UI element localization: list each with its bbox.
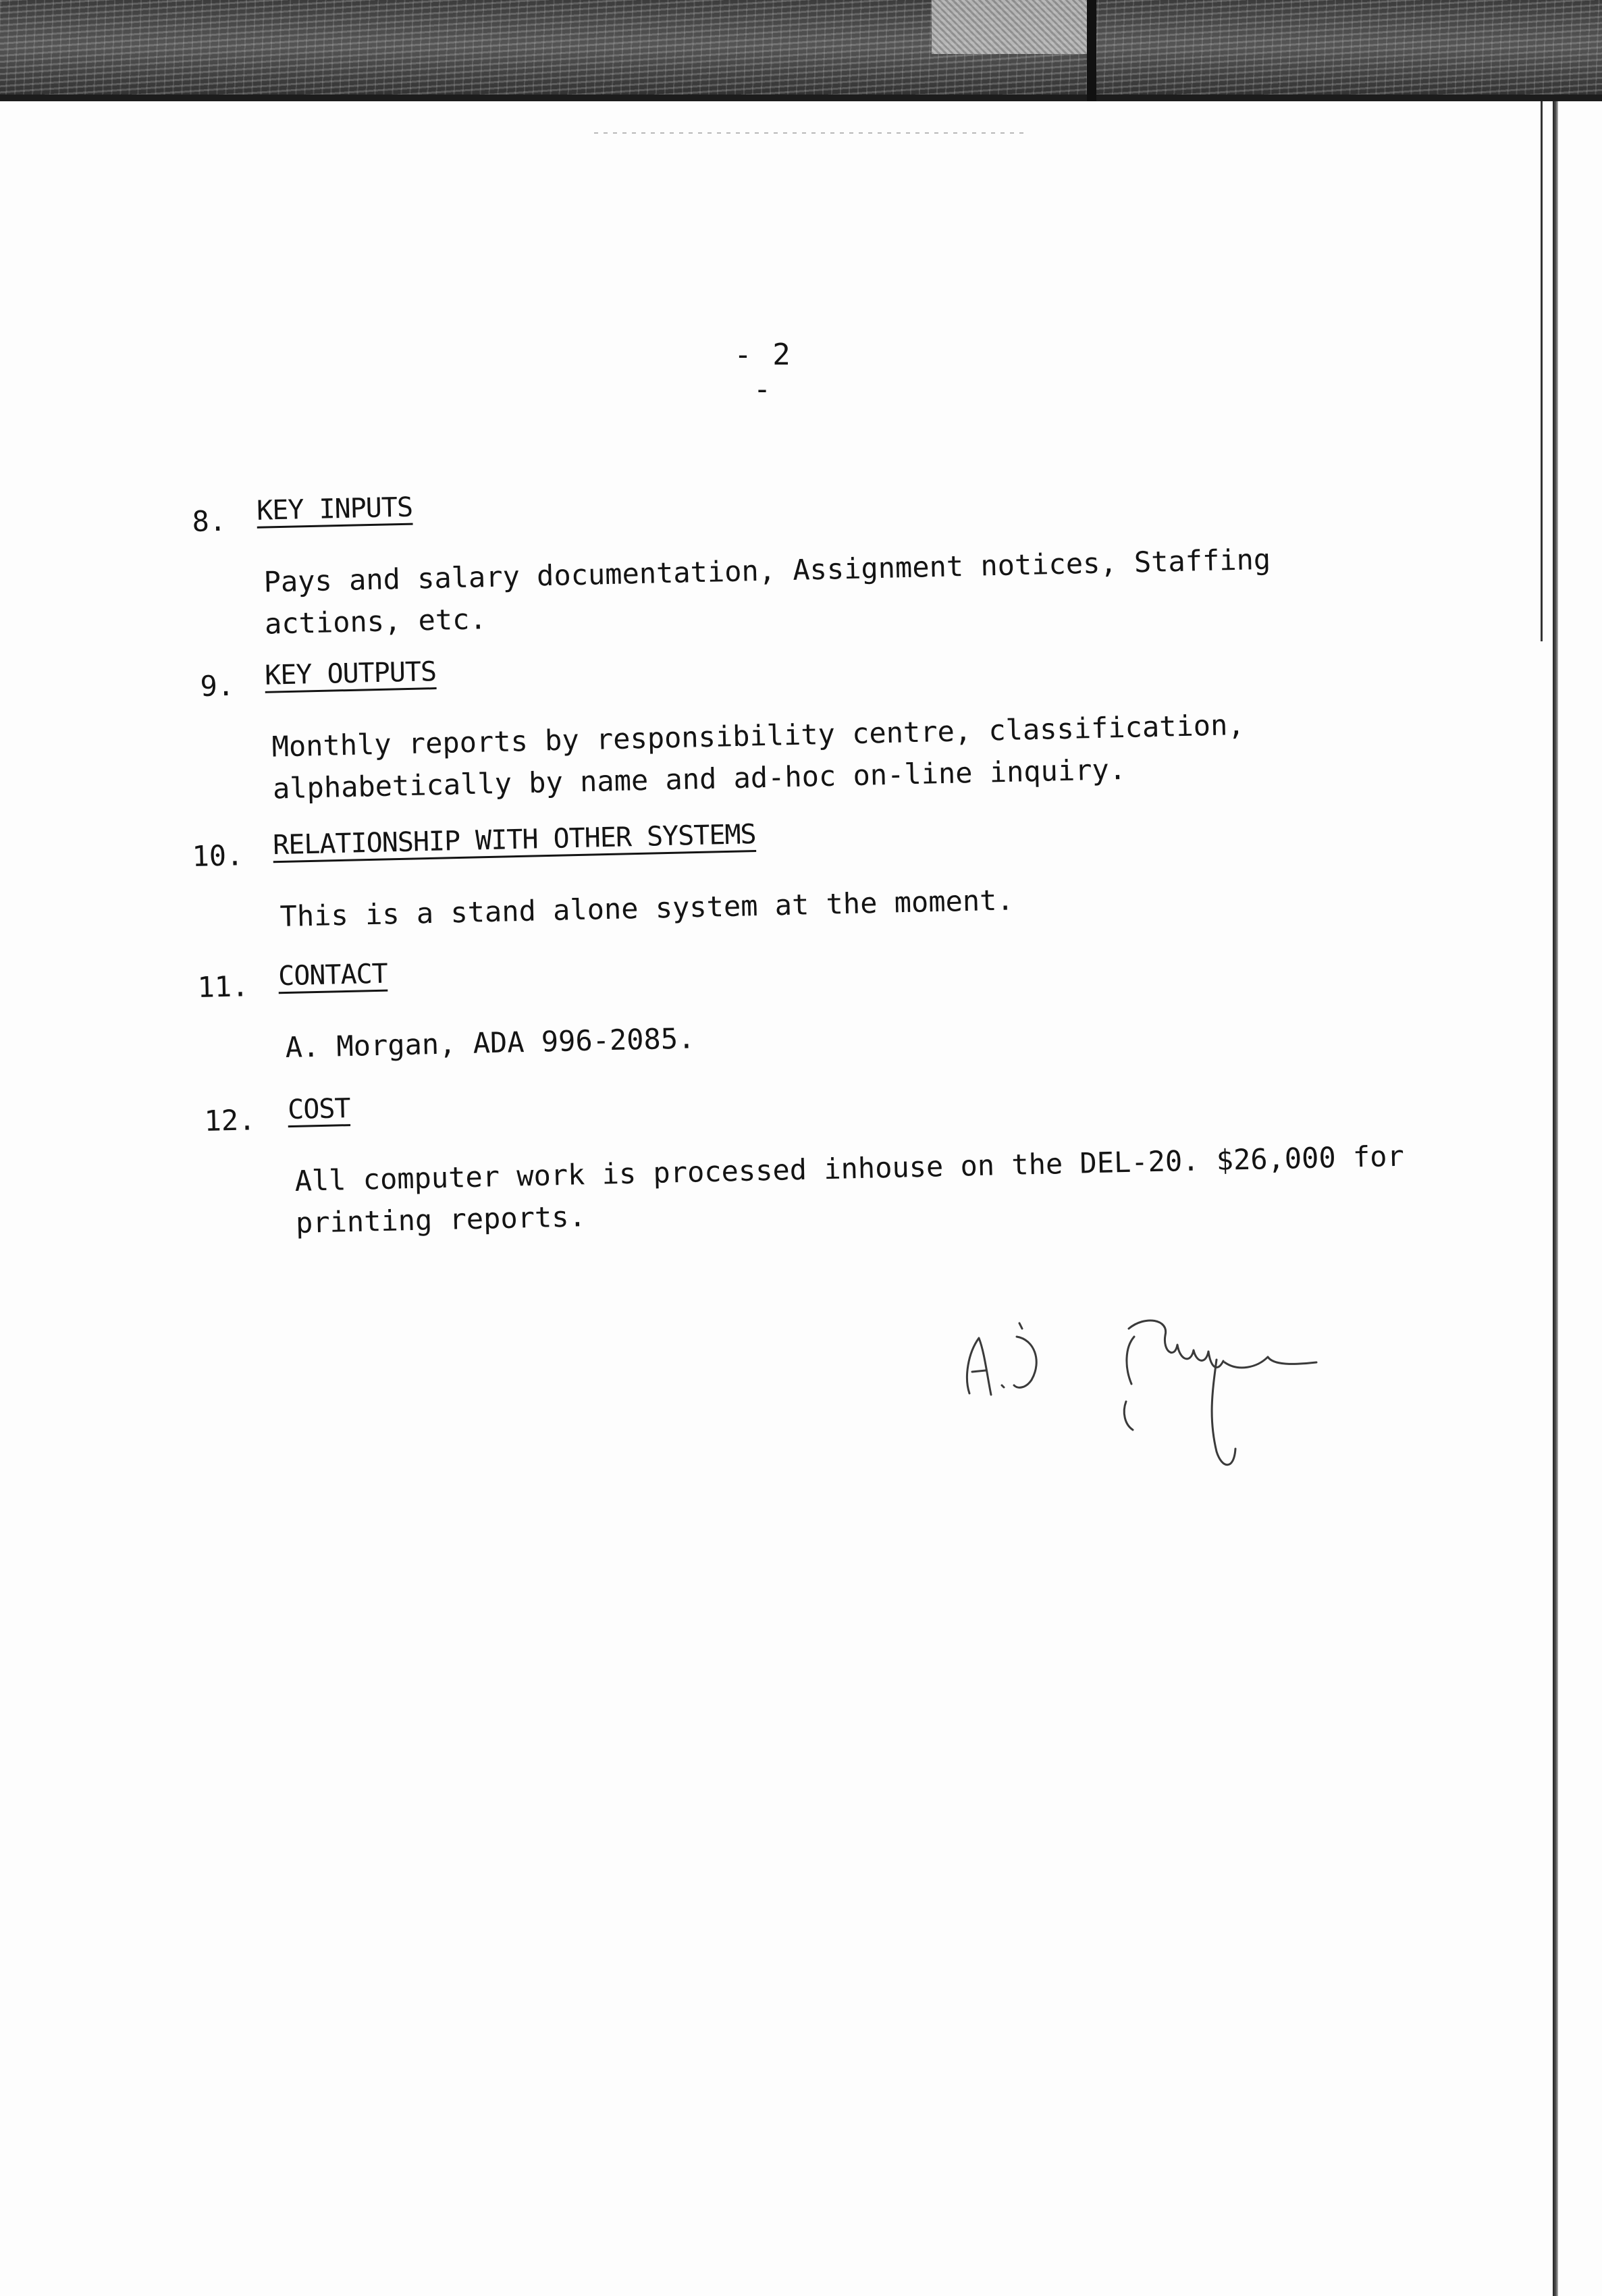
section-number: 8. <box>192 504 227 538</box>
section-body <box>279 869 1468 938</box>
scan-noise-patch <box>932 0 1087 54</box>
scan-dark-strip <box>1087 0 1096 101</box>
section-number: 10. <box>192 838 244 873</box>
section-key-inputs <box>192 477 1407 641</box>
section-heading: KEY INPUTS <box>256 491 413 527</box>
section-heading: KEY OUTPUTS <box>264 656 437 691</box>
body-line: Pays and salary documentation, Assignment notices, Staffing <box>263 542 1271 599</box>
body-line: A. Morgan, ADA 996-2085. <box>285 1021 695 1065</box>
section-relationship <box>192 812 1407 934</box>
body-line: Monthly reports by responsibility centre, classification, <box>271 708 1246 764</box>
body-line: printing reports. <box>295 1200 587 1239</box>
section-body <box>294 1133 1484 1244</box>
body-line: alphabetically by name and ad-hoc on-line inquiry. <box>272 752 1127 805</box>
section-cost <box>204 1077 1419 1239</box>
signature-label: A. D. Morgan <box>952 1492 957 1493</box>
body-line: actions, etc. <box>264 602 487 641</box>
section-heading: CONTACT <box>277 958 388 992</box>
faint-header-rule <box>594 132 1026 134</box>
section-body <box>271 699 1461 810</box>
section-number: 9. <box>200 668 235 703</box>
section-number: 12. <box>204 1103 256 1138</box>
body-line: This is a stand alone system at the moment. <box>279 883 1015 934</box>
scan-edge-artifact <box>0 0 1602 101</box>
section-body <box>263 535 1453 645</box>
section-number: 11. <box>197 969 249 1004</box>
section-body <box>285 1000 1474 1069</box>
section-key-outputs <box>200 642 1415 805</box>
handwritten-signature <box>952 1310 1370 1499</box>
page-right-edge <box>1553 101 1558 2296</box>
section-contact <box>197 943 1412 1065</box>
section-heading: RELATIONSHIP WITH OTHER SYSTEMS <box>272 819 757 861</box>
page-number: - 2 - <box>734 338 792 406</box>
body-line: All computer work is processed inhouse on the DEL-20. $26,000 for <box>294 1139 1405 1198</box>
section-heading: COST <box>287 1093 351 1126</box>
page-right-edge-line <box>1541 101 1543 641</box>
